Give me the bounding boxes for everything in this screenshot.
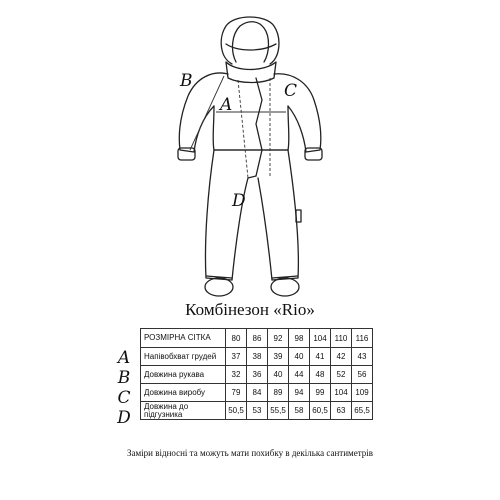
size-86: 86 <box>247 329 268 348</box>
collar-outline <box>226 62 276 83</box>
size-104: 104 <box>310 329 331 348</box>
row-letter-d: D <box>117 408 131 428</box>
size-116: 116 <box>352 329 373 348</box>
size-92: 92 <box>268 329 289 348</box>
table-row-chest <box>141 348 373 366</box>
table-cell: 65,5 <box>352 402 373 420</box>
size-table-header-row <box>141 329 373 348</box>
table-row-length <box>141 384 373 402</box>
table-cell: 41 <box>310 348 331 366</box>
right-foot <box>271 278 299 296</box>
size-table <box>140 328 373 420</box>
size-80: 80 <box>226 329 247 348</box>
table-cell: 84 <box>247 384 268 402</box>
measurement-disclaimer: Заміри відносні та можуть мати похибку в декілька сантиметрів <box>126 448 373 458</box>
size-table-header-label: РОЗМІРНА СІТКА <box>141 329 226 348</box>
table-cell: 56 <box>352 366 373 384</box>
front-zipper <box>256 78 262 176</box>
measure-label-b: B <box>180 71 193 91</box>
table-cell: 79 <box>226 384 247 402</box>
hood-outline <box>221 17 279 64</box>
row-letter-c: C <box>117 388 131 408</box>
table-cell: 44 <box>289 366 310 384</box>
table-cell: 32 <box>226 366 247 384</box>
table-cell: 58 <box>289 402 310 420</box>
measure-label-d: D <box>232 191 246 211</box>
table-cell: 38 <box>247 348 268 366</box>
right-sleeve-outline <box>274 74 321 152</box>
size-110: 110 <box>331 329 352 348</box>
measure-label-a: A <box>220 95 233 115</box>
table-cell: 55,5 <box>268 402 289 420</box>
hood-inner-line <box>233 22 269 62</box>
table-cell: 94 <box>289 384 310 402</box>
right-leg-outline <box>258 150 298 280</box>
table-cell: 43 <box>352 348 373 366</box>
table-row-sleeve <box>141 366 373 384</box>
table-row-crotch <box>141 402 373 420</box>
row-label-crotch: Довжина до підгузника <box>141 402 226 420</box>
table-cell: 104 <box>331 384 352 402</box>
table-cell: 109 <box>352 384 373 402</box>
size-98: 98 <box>289 329 310 348</box>
table-cell: 52 <box>331 366 352 384</box>
table-cell: 36 <box>247 366 268 384</box>
table-cell: 99 <box>310 384 331 402</box>
row-letter-a: A <box>117 348 131 368</box>
table-cell: 60,5 <box>310 402 331 420</box>
table-cell: 63 <box>331 402 352 420</box>
row-label-length: Довжина виробу <box>141 384 226 402</box>
table-cell: 42 <box>331 348 352 366</box>
table-cell: 39 <box>268 348 289 366</box>
table-cell: 48 <box>310 366 331 384</box>
crotch-measure-line <box>238 80 248 178</box>
table-cell: 37 <box>226 348 247 366</box>
row-label-sleeve: Довжина рукава <box>141 366 226 384</box>
row-letter-b: B <box>117 368 131 388</box>
measure-label-c: C <box>284 81 298 101</box>
sleeve-measure-line <box>190 76 224 150</box>
left-foot <box>205 278 233 296</box>
table-cell: 53 <box>247 402 268 420</box>
row-label-chest: Напівобхват грудей <box>141 348 226 366</box>
table-cell: 89 <box>268 384 289 402</box>
table-cell: 40 <box>268 366 289 384</box>
left-leg-outline <box>205 150 256 280</box>
product-title: Комбінезон «Rio» <box>185 300 315 319</box>
table-cell: 40 <box>289 348 310 366</box>
table-cell: 50,5 <box>226 402 247 420</box>
